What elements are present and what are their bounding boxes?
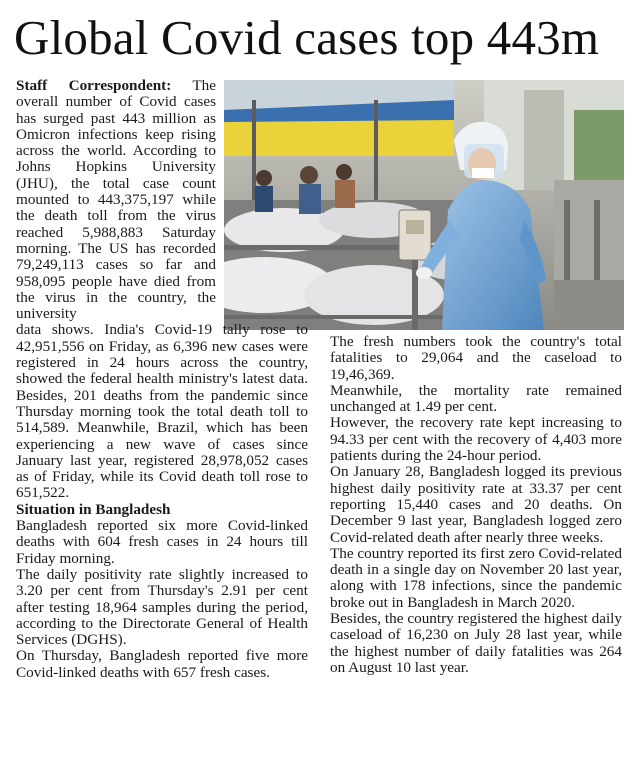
paragraph: Meanwhile, the mortality rate remained unchanged at 1.49 per cent.: [330, 381, 622, 416]
headline: Global Covid cases top 443m: [14, 10, 600, 65]
paragraph: The daily positivity rate slightly increased to 3.20 per cent from Thursday's 2.91 per cent after testing 18,964 samples during the period, according to the Directorate General of Health Services (DGHS).: [16, 565, 308, 649]
lead-text-wrapped: The overall number of Covid cases has surged past 443 million as Omicron infections keep rising across the world. According to Johns Hopkins University (JHU), the total case count mounted to 443,375,197 while the death toll from the virus reached 5,988,883 Saturday morning. The US has recorded 79,249,113 cases so far and 958,095 people have died from the virus in the country, the university: [16, 77, 216, 323]
paragraph: The country reported its first zero Covid-related death in a single day on November 20 last year, along with 178 infections, since the pandemic broke out in Bangladesh in March 2020.: [330, 544, 622, 611]
lead-paragraph-continued: data shows. India's Covid-19 tally rose to 42,951,556 on Friday, as 6,396 new cases were registered in 24 hours across the country, showed the federal health ministry's latest data. Besides, 201 deaths from the pandemic since Thursday morning took the total death toll to 514,589. Meanwhile, Brazil, which has been experiencing a new wave of cases since January last year, registered 28,978,052 cases as of Friday, while its Covid death toll rose to 651,522.: [16, 321, 308, 502]
paragraph: On Thursday, Bangladesh reported five more Covid-linked deaths with 657 fresh cases.: [16, 647, 308, 681]
lead-paragraph-wrapped: [16, 78, 216, 322]
paragraph: Bangladesh reported six more Covid-linked deaths with 604 fresh cases in 24 hours till Friday morning.: [16, 517, 308, 567]
byline: Staff Correspondent:: [16, 77, 172, 94]
paragraph: The fresh numbers took the country's total fatalities to 29,064 and the caseload to 19,46,369.: [330, 333, 622, 383]
paragraph: On January 28, Bangladesh logged its previous highest daily positivity rate at 33.37 per cent reporting 15,440 cases and 20 deaths. On December 9 last year, Bangladesh logged zero Covid-related death after nearly three weeks.: [330, 463, 622, 546]
section-subheading: Situation in Bangladesh: [16, 500, 171, 518]
article-column-left: [16, 78, 308, 681]
article-column-right: [330, 334, 622, 676]
paragraph: Besides, the country registered the highest daily caseload of 16,230 on July 28 last year, while the highest number of daily fatalities was 264 on August 10 last year.: [330, 610, 622, 676]
paragraph: However, the recovery rate kept increasing to 94.33 per cent with the recovery of 4,403 more patients during the 24-hour period.: [330, 414, 622, 465]
